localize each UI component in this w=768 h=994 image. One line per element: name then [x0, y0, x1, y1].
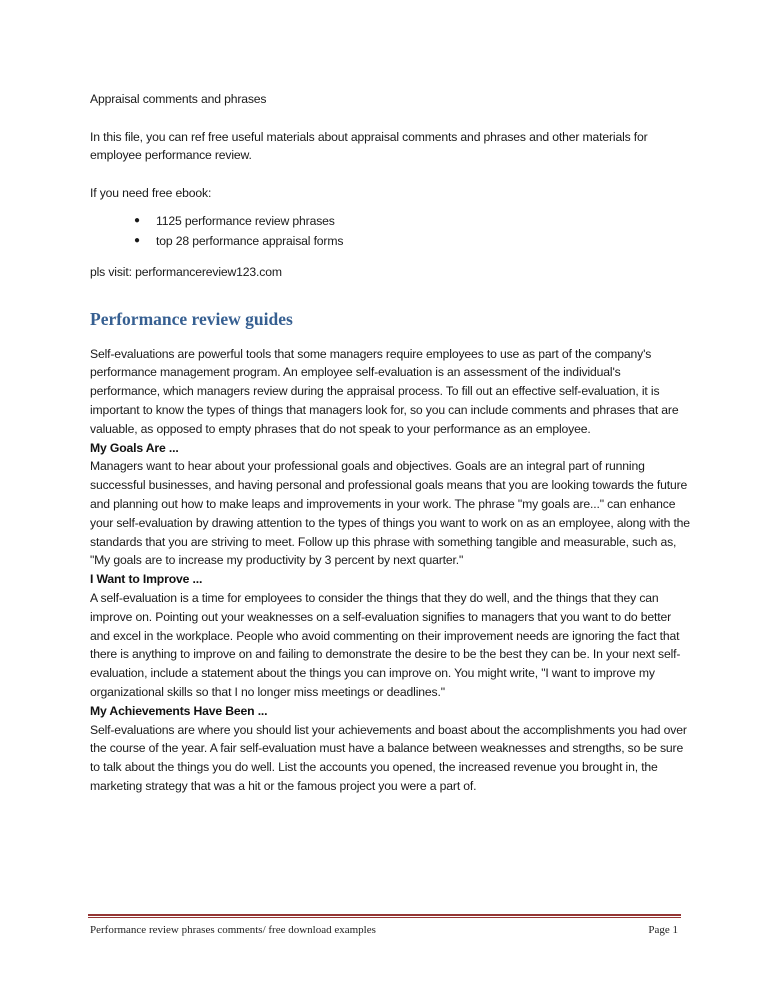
section-heading: Performance review guides	[90, 308, 293, 329]
bullet-icon: ●	[134, 234, 140, 246]
ebook-item-label: 1125 performance review phrases	[156, 213, 335, 228]
subsection-heading-improve: I Want to Improve ...	[90, 572, 203, 587]
subsection-heading-goals: My Goals Are ...	[90, 440, 179, 455]
bullet-icon: ●	[134, 214, 140, 226]
intro-paragraph: In this file, you can ref free useful materials about appraisal comments and phrases and other materials for employee performance review.	[90, 129, 648, 163]
subsection-body-goals: Managers want to hear about your professional goals and objectives. Goals are an integral part of running successful businesses, and having personal and professional goals means that you are looking towards the future and planning out how to make leaps and improvements in your work. The phrase "my goals are..." can enhance your self-evaluation by drawing attention to the types of things you want to work on as an employee, along with the standards that you are striving to meet. Follow up this phrase with something tangible and measurable, such as, "My goals are to increase my productivity by 3 percent by next quarter."	[90, 459, 690, 568]
subsection-body-achievements: Self-evaluations are where you should list your achievements and boast about the accomplishments you had over the course of the year. A fair self-evaluation must have a balance between weaknesses and strengths, so be sure to talk about the things you do well. List the accounts you opened, the increased revenue you brought in, the marketing strategy that was a hit or the famous project you were a part of.	[90, 722, 687, 793]
ebook-list	[90, 211, 690, 251]
list-item	[130, 231, 690, 251]
footer-divider	[88, 914, 681, 916]
subsection-body-improve: A self-evaluation is a time for employees to consider the things that they do well, and the things that they can improve on. Pointing out your weaknesses on a self-evaluation signifies to managers that you want to do better and excel in the workplace. People who avoid commenting on their improvement needs are ignoring the fact that there is anything to improve on and failing to demonstrate the desire to be the best they can be. In your next self-evaluation, include a statement about the things you can improve on. You might write, "I want to improve my organizational skills so that I no longer miss meetings or deadlines."	[90, 590, 681, 699]
list-item	[130, 211, 690, 231]
page-number: Page 1	[648, 924, 678, 936]
document-title: Appraisal comments and phrases	[90, 92, 267, 106]
footer-title: Performance review phrases comments/ free download examples	[90, 924, 376, 936]
ebook-prompt: If you need free ebook:	[90, 185, 212, 200]
page-content	[90, 90, 690, 796]
subsection-heading-achievements: My Achievements Have Been ...	[90, 703, 268, 718]
section-intro-paragraph: Self-evaluations are powerful tools that some managers require employees to use as part of the company's performance management program. An employee self-evaluation is an assessment of the individual's performance, which managers review during the appraisal process. To fill out an effective self-evaluation, it is important to know the types of things that managers look for, so you can include comments and phrases that are valuable, as opposed to empty phrases that do not speak to your performance as an employee.	[90, 346, 679, 436]
visit-line: pls visit: performancereview123.com	[90, 264, 282, 279]
ebook-item-label: top 28 performance appraisal forms	[156, 233, 344, 248]
footer-divider-thin	[88, 917, 681, 918]
